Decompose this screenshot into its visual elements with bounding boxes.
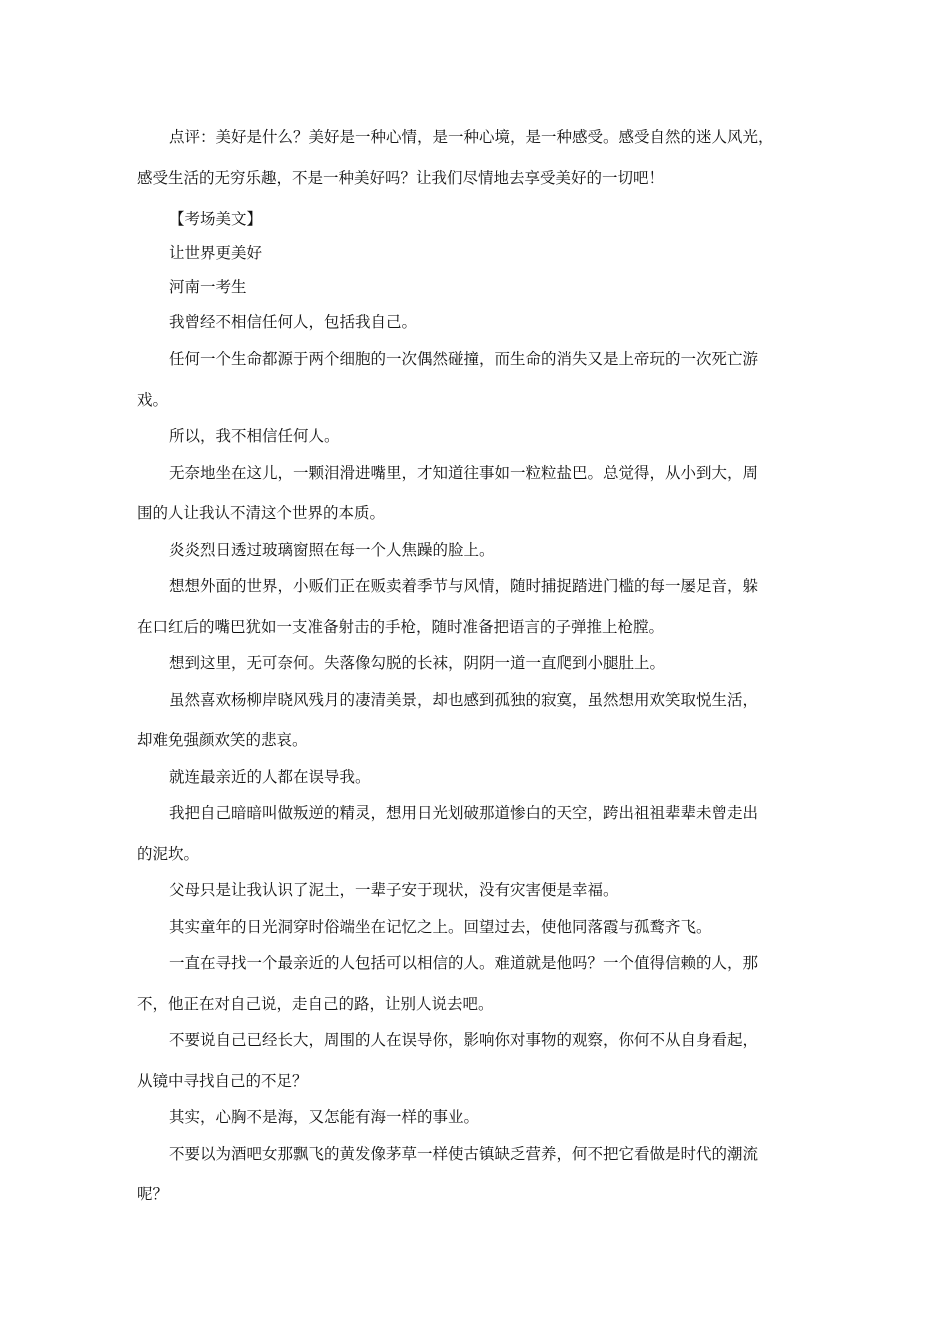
paragraph-line: 不要说自己已经长大，周围的人在误导你，影响你对事物的观察，你何不从自身看起， xyxy=(169,1031,759,1049)
paragraph-line: 戏。 xyxy=(137,391,169,409)
paragraph-line: 想想外面的世界，小贩们正在贩卖着季节与风情，随时捕捉踏进门槛的每一屡足音，躲 xyxy=(169,577,759,595)
paragraph-line: 从镜中寻找自己的不足？ xyxy=(137,1072,308,1090)
paragraph-line: 虽然喜欢杨柳岸晓风残月的凄清美景，却也感到孤独的寂寞，虽然想用欢笑取悦生活， xyxy=(169,691,759,709)
essay-author: 河南一考生 xyxy=(169,278,247,296)
paragraph-line: 在口红后的嘴巴犹如一支准备射击的手枪，随时准备把语言的子弹推上枪膛。 xyxy=(137,618,665,636)
paragraph-line: 我曾经不相信任何人，包括我自己。 xyxy=(169,313,418,331)
section-heading: 【考场美文】 xyxy=(169,210,263,228)
paragraph-line: 围的人让我认不清这个世界的本质。 xyxy=(137,504,386,522)
paragraph-line: 不，他正在对自己说，走自己的路，让别人说去吧。 xyxy=(137,995,494,1013)
critique-line-1: 点评：美好是什么？美好是一种心情，是一种心境，是一种感受。感受自然的迷人风光， xyxy=(169,128,774,146)
paragraph-line: 其实童年的日光洞穿时俗端坐在记忆之上。回望过去，使他同落霞与孤鹜齐飞。 xyxy=(169,918,712,936)
paragraph-line: 父母只是让我认识了泥土，一辈子安于现状，没有灾害便是幸福。 xyxy=(169,881,619,899)
paragraph-line: 所以，我不相信任何人。 xyxy=(169,427,340,445)
paragraph-line: 炎炎烈日透过玻璃窗照在每一个人焦躁的脸上。 xyxy=(169,541,495,559)
paragraph-line: 其实，心胸不是海，又怎能有海一样的事业。 xyxy=(169,1108,480,1126)
paragraph-line: 却难免强颜欢笑的悲哀。 xyxy=(137,731,308,749)
paragraph-line: 就连最亲近的人都在误导我。 xyxy=(169,768,371,786)
paragraph-line: 的泥坎。 xyxy=(137,845,200,863)
paragraph-line: 想到这里，无可奈何。失落像勾脱的长袜，阴阴一道一直爬到小腿肚上。 xyxy=(169,654,666,672)
paragraph-line: 呢？ xyxy=(137,1185,169,1203)
paragraph-line: 我把自己暗暗叫做叛逆的精灵，想用日光划破那道惨白的天空，跨出祖祖辈辈未曾走出 xyxy=(169,804,759,822)
paragraph-line: 无奈地坐在这儿，一颗泪滑进嘴里，才知道往事如一粒粒盐巴。总觉得，从小到大，周 xyxy=(169,464,759,482)
paragraph-line: 不要以为酒吧女那飘飞的黄发像茅草一样使古镇缺乏营养，何不把它看做是时代的潮流 xyxy=(169,1145,759,1163)
critique-line-2: 感受生活的无穷乐趣，不是一种美好吗？让我们尽情地去享受美好的一切吧！ xyxy=(137,169,665,187)
paragraph-line: 任何一个生命都源于两个细胞的一次偶然碰撞，而生命的消失又是上帝玩的一次死亡游 xyxy=(169,350,759,368)
essay-title: 让世界更美好 xyxy=(169,244,263,262)
paragraph-line: 一直在寻找一个最亲近的人包括可以相信的人。难道就是他吗？一个值得信赖的人，那 xyxy=(169,954,759,972)
